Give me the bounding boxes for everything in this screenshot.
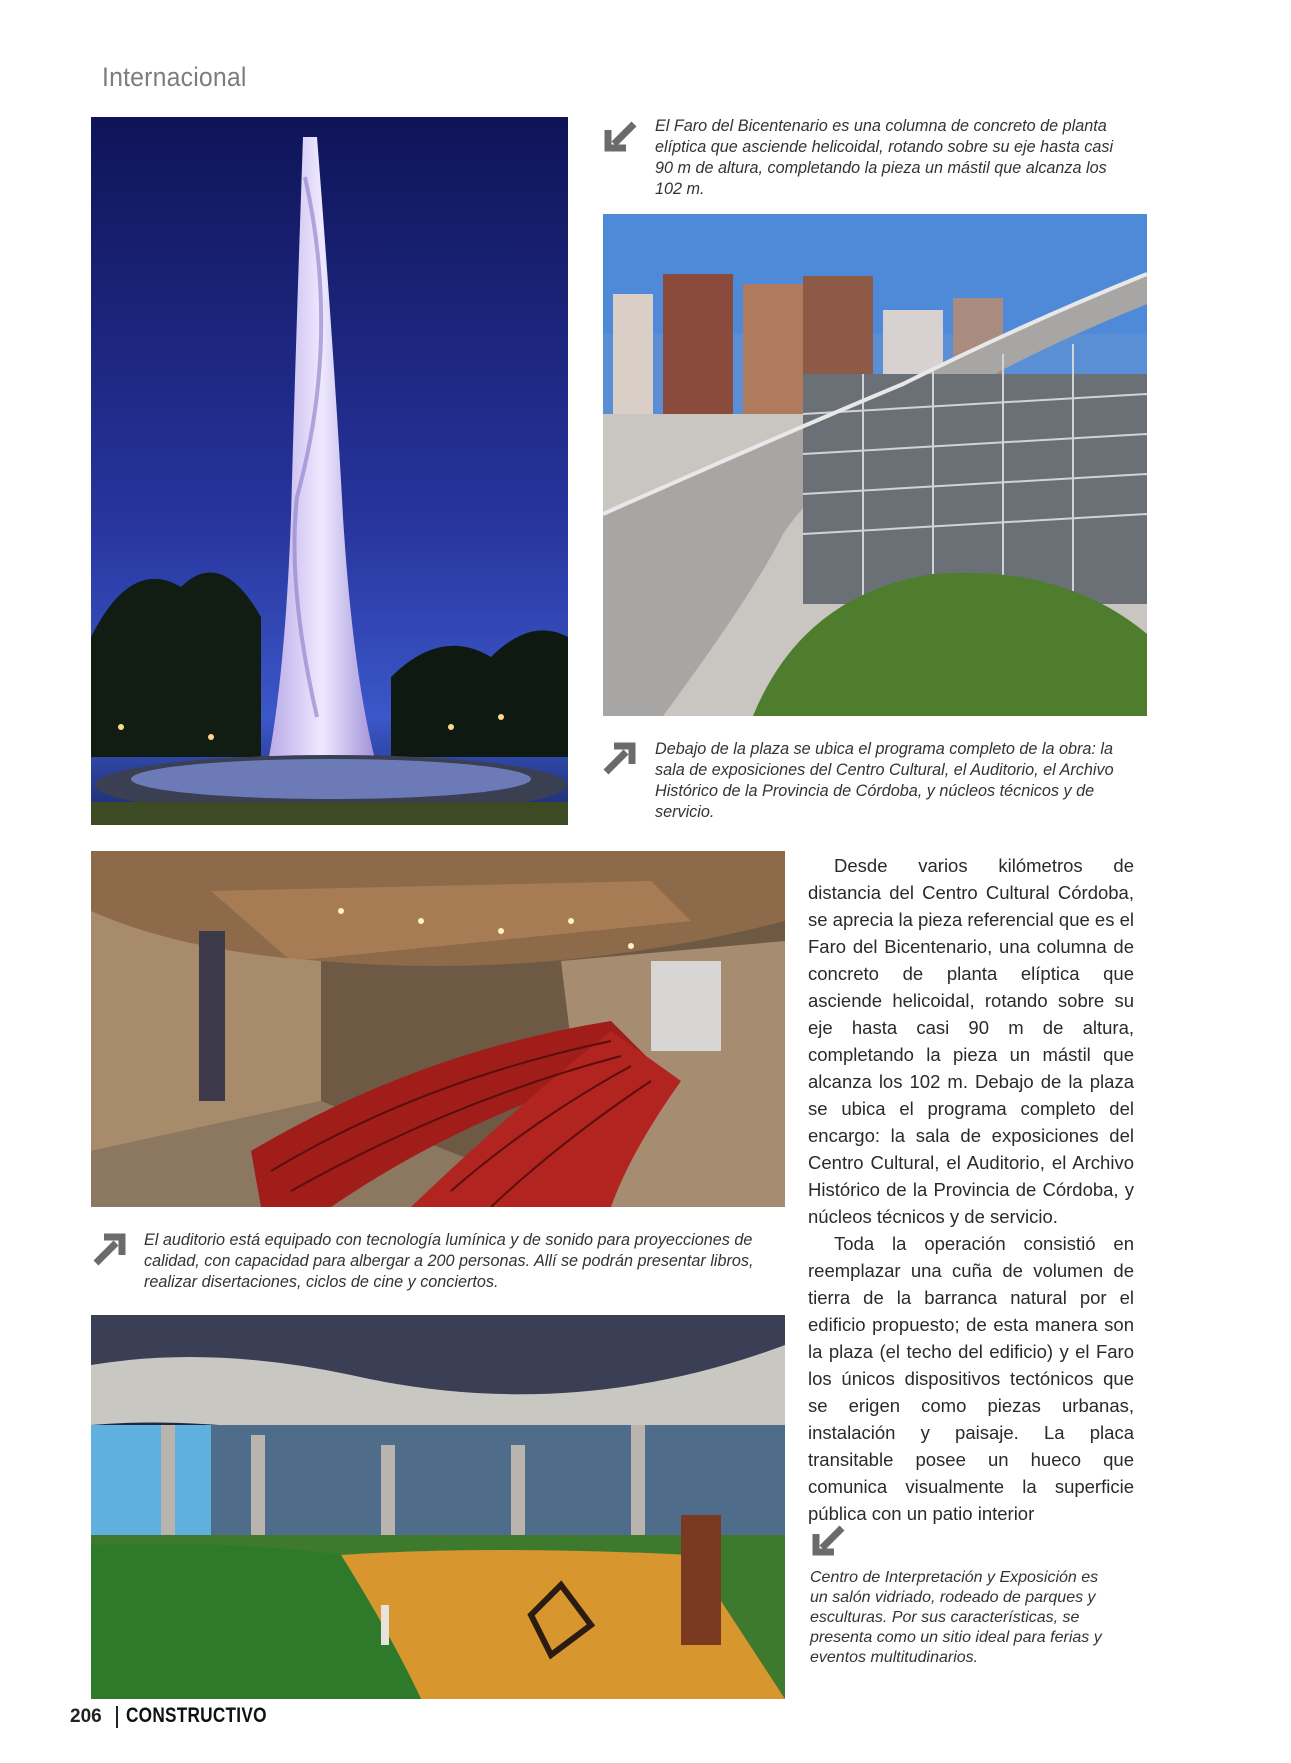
footer-divider bbox=[116, 1706, 118, 1728]
article-body bbox=[808, 852, 1134, 1527]
arrow-down-left-icon bbox=[602, 118, 638, 154]
body-paragraph: Desde varios kilómetros de distancia del Centro Cultural Córdoba, se aprecia la pieza referencial que es el Faro del Bicentenario, una columna de concreto de planta elíptica que asciende helicoidal, rotando sobre su eje hasta casi 90 m de altura, completando la pieza un mástil que alcanza los 102 m. Debajo de la plaza se ubica el programa completo del encargo: la sala de exposiciones del Centro Cultural, el Auditorio, el Archivo Histórico de la Provincia de Córdoba, y núcleos técnicos y de servicio. bbox=[808, 855, 1134, 1227]
caption-centro: Centro de Interpretación y Exposición es un salón vidriado, rodeado de parques y esculturas. Por sus características, se presenta como un sitio ideal para ferias y eventos multitudinarios. bbox=[810, 1569, 1102, 1666]
body-paragraph: Toda la operación consistió en reemplazar una cuña de volumen de tierra de la barranca natural por el edificio propuesto; de esta manera son la plaza (el techo del edificio) y el Faro los únicos dispositivos tectónicos que se erigen como piezas urbanas, instalación y paisaje. La placa transitable posee un hueco que comunica visualmente la superficie pública con un patio interior bbox=[808, 1233, 1134, 1524]
magazine-name: CONSTRUCTIVO bbox=[126, 1704, 267, 1727]
plaza-building-photo bbox=[603, 214, 1147, 716]
exhibition-hall-photo bbox=[91, 1315, 785, 1699]
caption-auditorio: El auditorio está equipado con tecnología lumínica y de sonido para proyecciones de calidad, con capacidad para albergar a 200 personas. Allí se podrán presentar libros, realizar disertaciones, ciclos de cine y conciertos. bbox=[144, 1231, 754, 1291]
page-number: 206 bbox=[70, 1706, 102, 1727]
caption-plaza: Debajo de la plaza se ubica el programa completo de la obra: la sala de exposiciones del Centro Cultural, el Auditorio, el Archivo Histórico de la Provincia de Córdoba, y núcleos técnicos y de servicio. bbox=[655, 740, 1114, 821]
auditorium-photo bbox=[91, 851, 785, 1207]
arrow-down-left-icon bbox=[810, 1522, 846, 1558]
arrow-up-right-icon bbox=[602, 740, 638, 776]
section-title: Internacional bbox=[102, 62, 247, 92]
faro-tower-photo bbox=[91, 117, 568, 825]
caption-faro: El Faro del Bicentenario es una columna de concreto de planta elíptica que asciende helicoidal, rotando sobre su eje hasta casi 90 m de altura, completando la pieza un mástil que alcanza los 102 m. bbox=[655, 117, 1114, 198]
arrow-up-right-icon bbox=[92, 1231, 128, 1267]
